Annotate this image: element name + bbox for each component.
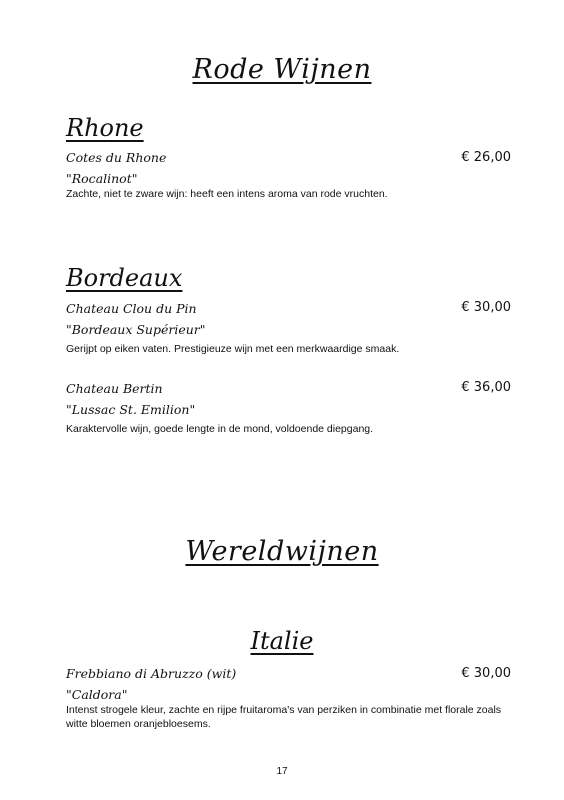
section-heading-bordeaux: Bordeaux bbox=[66, 264, 183, 292]
wine-description: Zachte, niet te zware wijn: heeft een intens aroma van rode vruchten. bbox=[66, 188, 388, 200]
wine-price: € 30,00 bbox=[461, 300, 511, 315]
section-heading-italie: Italie bbox=[250, 627, 314, 655]
section-heading-rhone: Rhone bbox=[66, 114, 144, 142]
wine-subtitle: "Caldora" bbox=[66, 687, 128, 702]
world-wines-title: Wereldwijnen bbox=[185, 536, 379, 567]
wine-name: Chateau Clou du Pin bbox=[66, 301, 197, 316]
wine-price: € 26,00 bbox=[461, 150, 511, 165]
wine-subtitle: "Rocalinot" bbox=[66, 171, 138, 186]
wine-name: Chateau Bertin bbox=[66, 381, 163, 396]
wine-subtitle: "Bordeaux Supérieur" bbox=[66, 322, 206, 337]
wine-description: Gerijpt op eiken vaten. Prestigieuze wijn met een merkwaardige smaak. bbox=[66, 343, 400, 355]
wine-price: € 30,00 bbox=[461, 666, 511, 681]
wine-name: Cotes du Rhone bbox=[66, 150, 167, 165]
wine-description: Intenst strogele kleur, zachte en rijpe fruitaroma's van perziken in combinatie met florale zoals witte bloemen oranjebloesems. bbox=[66, 704, 502, 730]
wine-price: € 36,00 bbox=[461, 380, 511, 395]
wine-description: Karaktervolle wijn, goede lengte in de mond, voldoende diepgang. bbox=[66, 423, 374, 435]
page-title: Rode Wijnen bbox=[192, 54, 372, 85]
wine-name: Frebbiano di Abruzzo (wit) bbox=[66, 666, 237, 681]
page-number: 17 bbox=[276, 766, 288, 777]
wine-subtitle: "Lussac St. Emilion" bbox=[66, 402, 196, 417]
